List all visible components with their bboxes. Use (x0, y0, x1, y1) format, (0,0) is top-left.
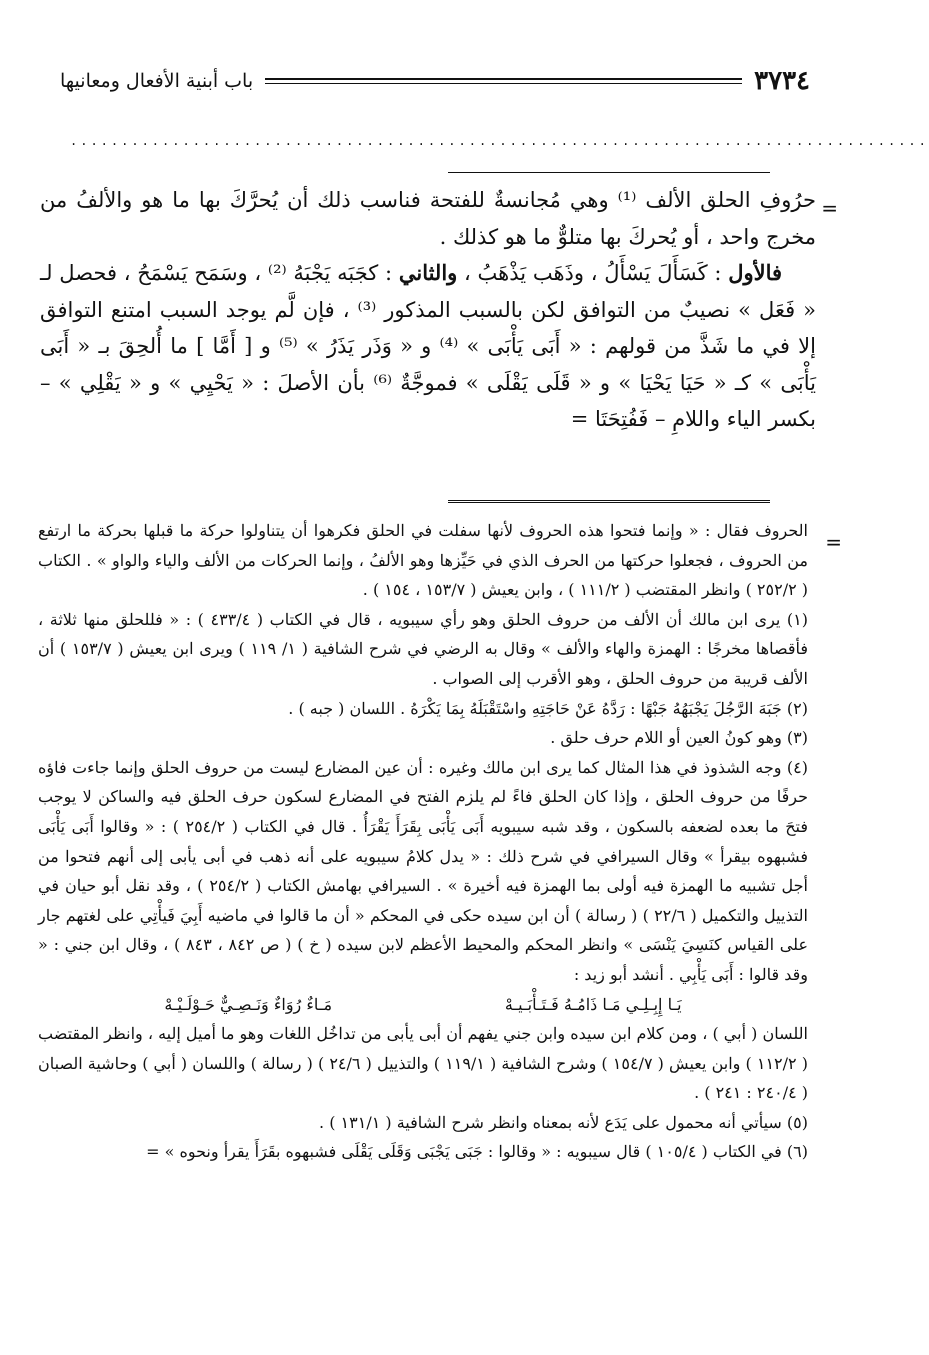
footnotes (38, 516, 808, 1167)
dotted-separator: .................................................................................... (70, 134, 929, 148)
verse-hemistich-1: يَـا إِبِـلِـي مَـا ذَامُـهُ فَـتَـأْبَـيـهْ (504, 994, 682, 1014)
keyword-first: فالأول (728, 260, 783, 285)
footnote-6: (٦) في الكتاب ( ١٠٥/٤ ) قال سيبويه : « وقالوا : جَبَى يَجْبَى وَقَلَى يَقْلَى فشبهوه بقَرَأَ يقرأ ونحوه » = (146, 1142, 808, 1162)
footnote-5: (٥) سيأتي أنه محمول على يَدَع لأنه بمعناه وانظر شرح الشافية ( ١٣١/١ ) . (319, 1112, 808, 1132)
footnote-separator (448, 500, 770, 506)
footnote-3: (٣) وهو كونُ العين أو اللام حرف حلق . (550, 728, 808, 748)
chapter-title: باب أبنية الأفعال ومعانيها (60, 70, 254, 92)
page-number: ٣٧٣٤ (754, 66, 810, 96)
footnote-continued: الحروف فقال : « وإنما فتحوا هذه الحروف لأنها سفلت في الحلق فكرهوا أن يتناولوا حركة ما قبلها بحركة ما ارتفع من الحروف ، فجعلوا حركتها من الحرف الذي في حَيِّزها وهو الألفُ ، وإنما الحركات من الألف والياء والواو » . الكتاب ( ٢٥٢/٢ ) وانظر المقتضب ( ١١١/٢ ) ، وابن يعيش ( ١٥٣/٧ ، ١٥٤ ) . (38, 521, 808, 600)
footnote-4: (٤) وجه الشذوذ في هذا المثال كما يرى ابن مالك وغيره : أن عين المضارع ليست من حروف الحلق وإنما جاءت فاؤه حرفًا من حروف الحلق ، وإذا كان الحلق فاءً لم يلزم الفتح في المضارع لسكون حرف الحلق فيه والساكن لا يوجب فتحَ ما بعده لضعفه بالسكون ، وقد شبه سيبويه أَبَى يَأْبَى بِقَرَأَ يَقْرَأُ . قال في الكتاب ( ٢٥٤/٢ ) : « وقالوا أَبَى يَأْبَى فشبهوه بيقرأ » وقال السيرافي في شرح ذلك : « يدل كلامُ سيبويه على أنه ذهب في أبى يأبى إلى أنهم فتحوا من أجل تشبيه ما الهمزة فيه أولى بما الهمزة فيه أخيرة » . السيرافي بهامش الكتاب ( ٢٥٤/٢ ) ، وقد نقل أبو حيان في التذييل والتكميل ( ٢٢/٦ ) ( رسالة ) أن ابن سيده حكى في المحكم « أن ما قالوا في ماضيه أَبِيَ فَيأْتِي على لغتهم جار على القياس كنَسِيَ يَنْسَى » وانظر المحكم والمحيط الأعظم لابن سيده ( خ ) ( ص ٨٤٢ ، ٨٤٣ ) ، وقال ابن جني : « وقد قالوا : أَبَى يَأْبِي . أنشد أبو زيد : (38, 757, 809, 984)
poetry-verse (38, 990, 808, 1020)
main-paragraph-2 (40, 255, 816, 438)
page-header (60, 64, 810, 98)
header-rule (265, 78, 742, 84)
footnote-2: (٢) جَبَهَ الرَّجُلَ يَجْبَهُهُ جَبْهًا : رَدَّهُ عَنْ حَاجَتِهِ واسْتَقْبَلَهُ بِمَا يَكْرَهُ . اللسان ( جبه ) . (288, 698, 808, 718)
footnote-4-continued: اللسان ( أبي ) ، ومن كلام ابن سيده وابن جني يفهم أن أبى يأبى من تداخُل اللغات وهو ما أميل إليه ، وانظر المقتضب ( ١١٢/٢ ) وابن يعيش ( ١٥٤/٧ ) وشرح الشافية ( ١١٩/١ ) والتذييل ( ٢٤/٦ ) ( رسالة ) واللسان ( أبي ) وحاشية الصبان ( ٢٤٠/٤ : ٢٤١ ) . (38, 1024, 808, 1103)
main-paragraph-1: حرُوفِ الحلق الألف ⁽¹⁾ وهي مُجانسةٌ للفتحة فناسب ذلك أن يُحرَّكَ بها ما هو والألفُ من مخرج واحد ، أو يُحركَ بها متلوٌّ ما هو كذلك . (40, 188, 817, 249)
para2-text-a: : كَسَأَلَ يَسْأَلُ ، وذَهَب يَذْهَبُ ، (457, 261, 729, 285)
top-rule (448, 172, 770, 173)
keyword-second: والثاني (398, 260, 458, 285)
footnote-continuation-mark: = (825, 530, 842, 554)
footnote-1: (١) يرى ابن مالك أن الألف من حروف الحلق وهو رأي سيبويه ، قال في الكتاب ( ٤٣٣/٤ ) : « فللحلق منها ثلاثة ، فأقصاها مخرجًا : الهمزة والهاء والألف » وقال به الرضي في شرح الشافية ( ١/ ١١٩ ) ويرى ابن يعيش ( ١٥٣/٧ ) أن الألف قريبة من حروف الحلق ، وهو الأقرب إلى الصواب . (38, 609, 809, 688)
continuation-mark-start: = (821, 196, 838, 220)
verse-hemistich-2: مَـاءٌ رُوَاءٌ وَنَـصِـيٌّ حَـوْلَـيْـهْ (164, 994, 333, 1014)
para2-text-b: : كجَبَه يَجْبَهُ ⁽²⁾ ، وسَمَح يَسْمَحُ ، فحصل لـ « فَعَل » نصيبٌ من التوافق لكن بالسبب المذكور ⁽³⁾ ، فإن لَّم يوجد السبب امتنع التوافق إلا في ما شَذَّ من قولهم : « أَبَى يَأْبَى » ⁽⁴⁾ و « وَذَر يَذَرُ » ⁽⁵⁾ و [ أَمَّا ] ما أُلحِقَ بـ « أَبَى يَأْبَى » كـ « حَيَا يَحْيَا » و « قَلَى يَقْلَى » فموجَّةٌ ⁽⁶⁾ بأن الأصلَ : « يَحْيِي » و « يَقْلِي » – بكسر الياء واللامِ – فَفُتِحَتَا = (40, 261, 816, 431)
main-text (40, 182, 816, 438)
